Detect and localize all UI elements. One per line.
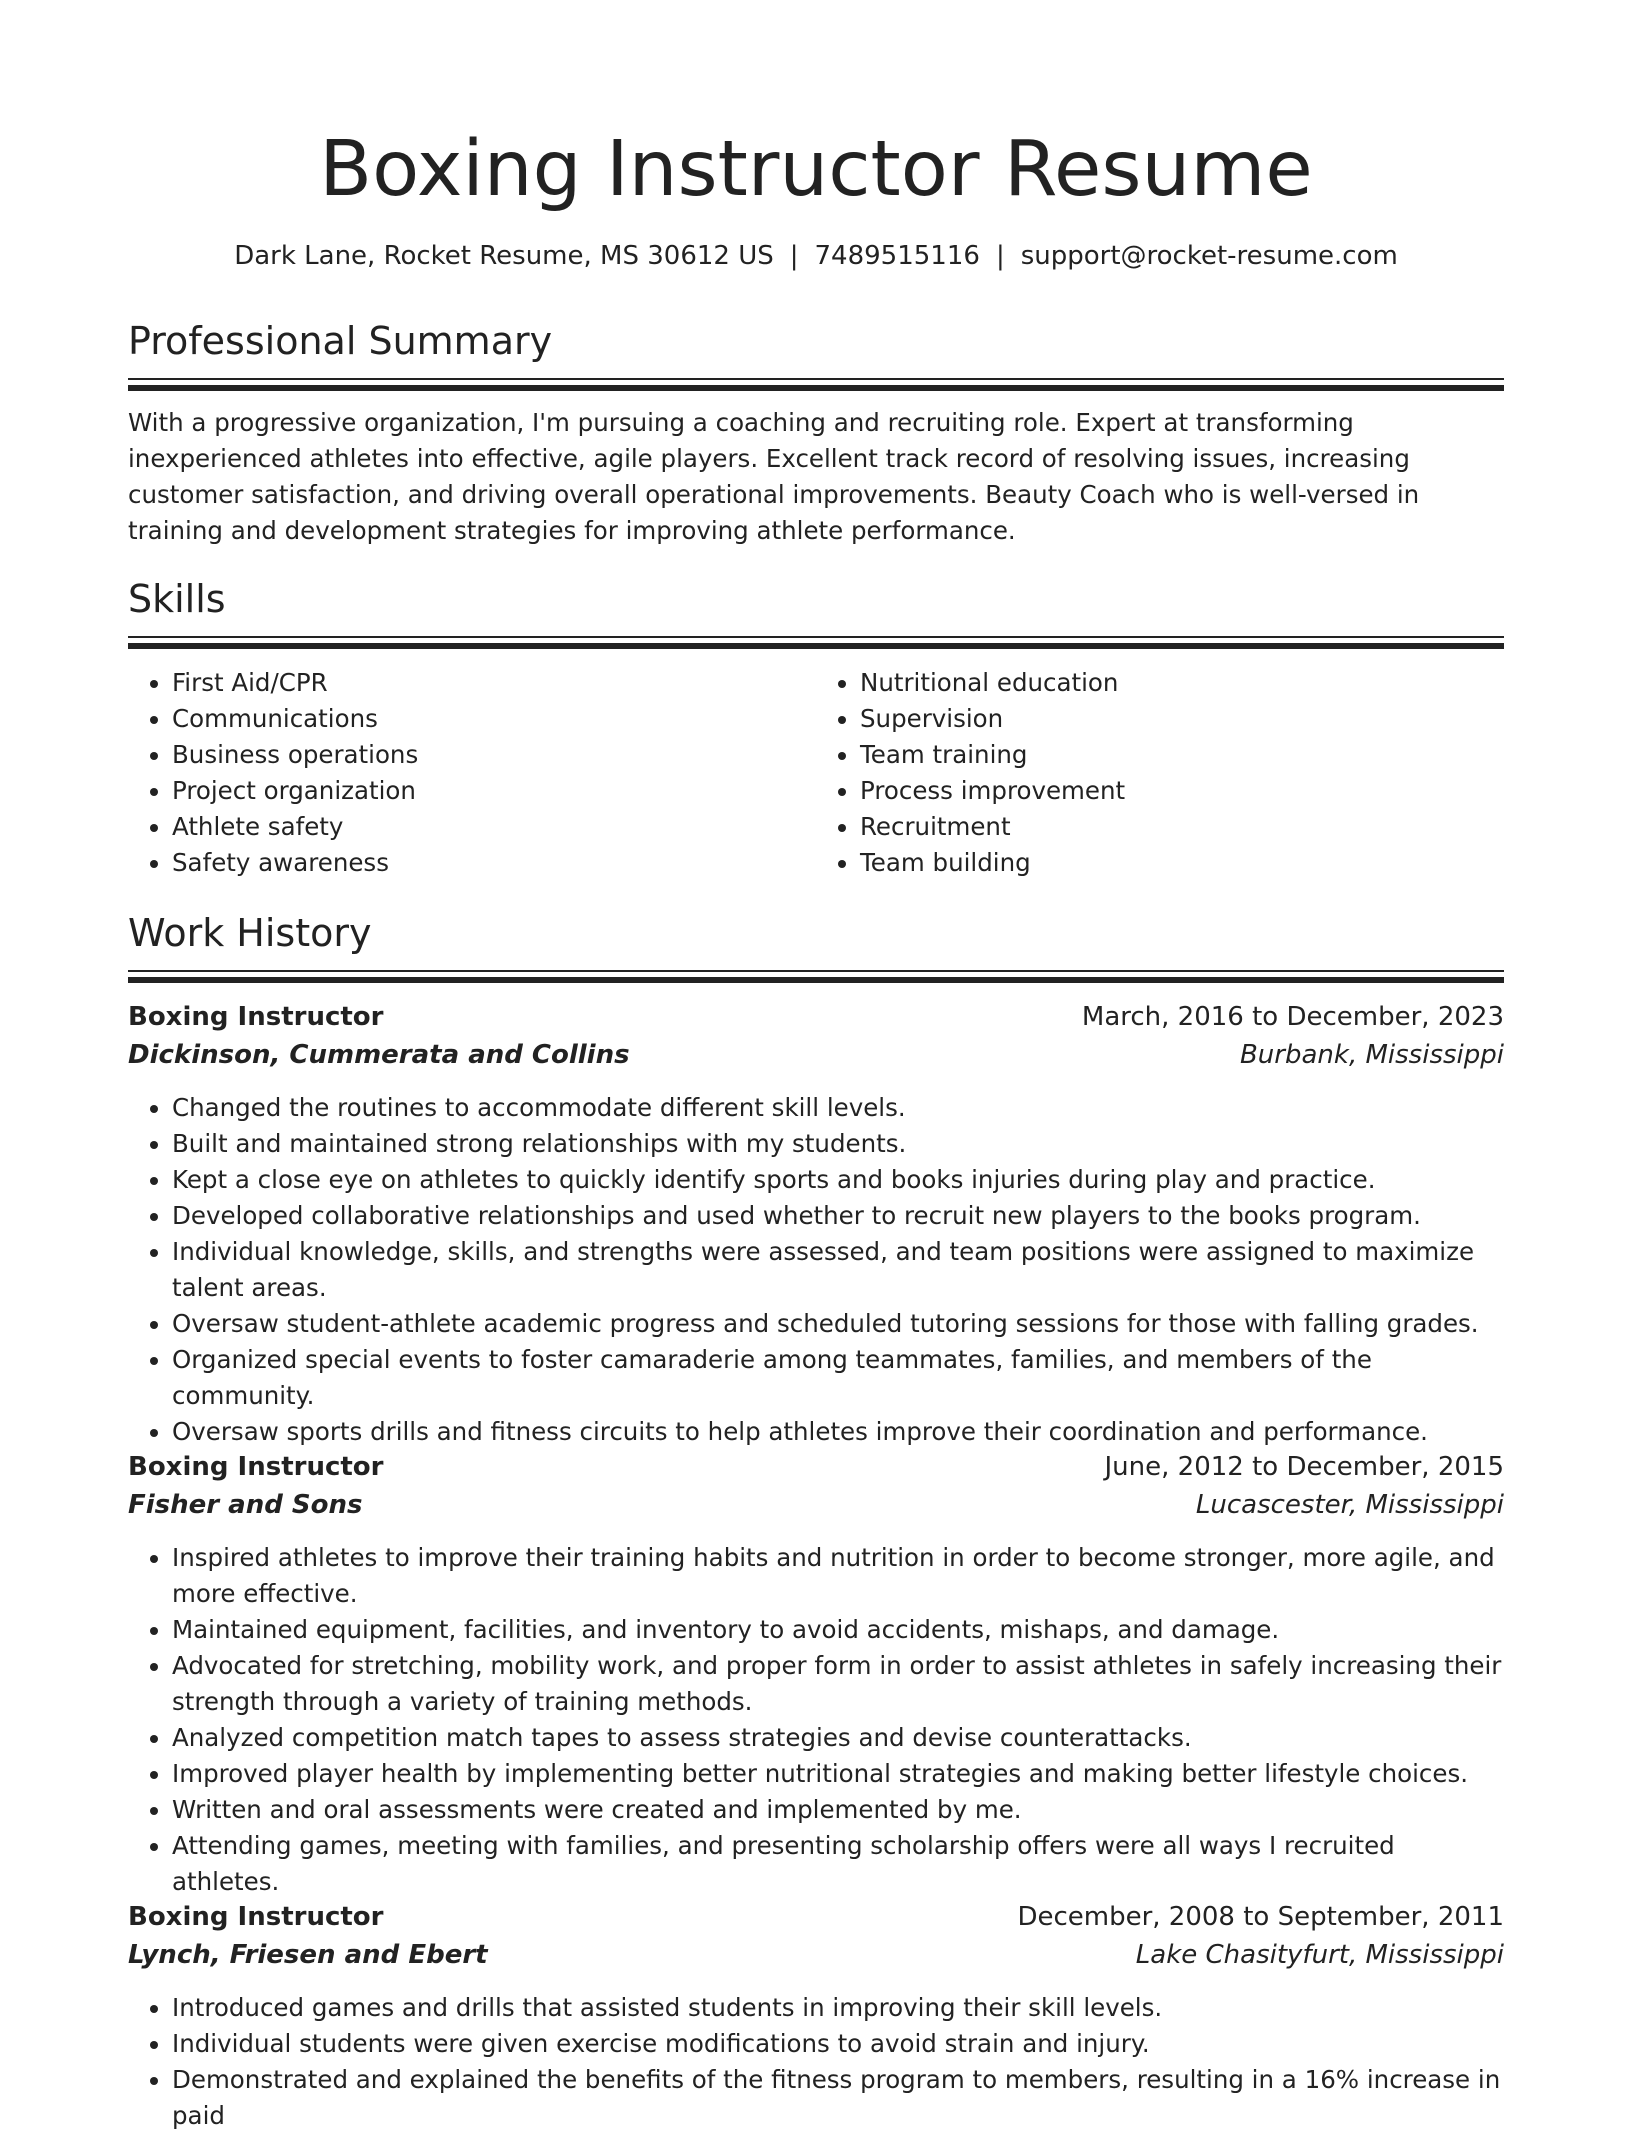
job-dates: March, 2016 to December, 2023 (1081, 1002, 1504, 1032)
resume-title: Boxing Instructor Resume (319, 125, 1313, 214)
job-header-row (128, 1448, 1504, 1486)
job-bullet: • Individual students were given exercise modifications to avoid strain and injury. (172, 2026, 1504, 2062)
work-heading: Work History (128, 911, 372, 955)
job-bullet: • Organized special events to foster camaraderie among teammates, families, and members of the community. (172, 1342, 1504, 1414)
contact-separator: | (995, 241, 1005, 271)
skill-item: • Recruitment (860, 809, 1504, 845)
contact-email: support@rocket-resume.com (1020, 241, 1398, 271)
section-divider (128, 643, 1504, 649)
job-bullet: • Oversaw sports drills and fitness circuits to help athletes improve their coordination and performance. (172, 1414, 1504, 1450)
job-bullets (128, 1990, 1504, 2134)
job-location: Lucascester, Mississippi (1195, 1490, 1504, 1520)
job-header-row (128, 1898, 1504, 1936)
job-bullet: • Introduced games and drills that assisted students in improving their skill levels. (172, 1990, 1504, 2026)
skills-column-right (816, 665, 1504, 881)
job-bullet: • Advocated for stretching, mobility work, and proper form in order to assist athletes in safely increasing their strength through a variety of training methods. (172, 1648, 1504, 1720)
job-entry (128, 1448, 1504, 1900)
job-bullet: • Demonstrated and explained the benefits of the fitness program to members, resulting in a 16% increase in paid (172, 2062, 1504, 2134)
contact-line (128, 238, 1504, 274)
contact-phone: 7489515116 (814, 241, 980, 271)
skill-item: • Communications (172, 701, 816, 737)
contact-address: Dark Lane, Rocket Resume, MS 30612 US (234, 241, 774, 271)
skill-item: • Team building (860, 845, 1504, 881)
skill-item: • Project organization (172, 773, 816, 809)
section-divider (128, 636, 1504, 638)
section-divider (128, 378, 1504, 380)
job-title: Boxing Instructor (128, 1452, 384, 1482)
job-bullet: • Inspired athletes to improve their training habits and nutrition in order to become stronger, more agile, and more effective. (172, 1540, 1504, 1612)
skills-section (128, 574, 1504, 881)
skill-item: • Athlete safety (172, 809, 816, 845)
job-company-row (128, 1486, 1504, 1524)
summary-text: With a progressive organization, I'm pursuing a coaching and recruiting role. Expert at transforming inexperienced athletes into effective, agile players. Excellent track record of resolving issues, increasing customer satisfaction, and driving overall operational improvements. Beauty Coach who is well-versed in training and development strategies for improving athlete performance. (128, 408, 1420, 545)
job-company-row (128, 1936, 1504, 1974)
job-bullet: • Written and oral assessments were created and implemented by me. (172, 1792, 1504, 1828)
job-company: Fisher and Sons (128, 1490, 363, 1520)
job-bullet: • Oversaw student-athlete academic progress and scheduled tutoring sessions for those with falling grades. (172, 1306, 1504, 1342)
job-bullets (128, 1090, 1504, 1450)
job-company: Dickinson, Cummerata and Collins (128, 1040, 630, 1070)
job-company: Lynch, Friesen and Ebert (128, 1940, 488, 1970)
skill-item: • Team training (860, 737, 1504, 773)
skills-grid (128, 665, 1504, 881)
section-divider (128, 385, 1504, 391)
skill-item: • Safety awareness (172, 845, 816, 881)
summary-section (128, 316, 1504, 549)
skill-item: • Process improvement (860, 773, 1504, 809)
job-dates: December, 2008 to September, 2011 (1017, 1902, 1504, 1932)
job-location: Lake Chasityfurt, Mississippi (1135, 1940, 1504, 1970)
job-entry (128, 1898, 1504, 2134)
skill-item: • Nutritional education (860, 665, 1504, 701)
job-header-row (128, 998, 1504, 1036)
job-bullet: • Developed collaborative relationships and used whether to recruit new players to the books program. (172, 1198, 1504, 1234)
contact-separator: | (789, 241, 799, 271)
section-divider (128, 970, 1504, 972)
job-bullet: • Attending games, meeting with families, and presenting scholarship offers were all ways I recruited athletes. (172, 1828, 1504, 1900)
section-divider (128, 977, 1504, 983)
skill-item: • Supervision (860, 701, 1504, 737)
job-title: Boxing Instructor (128, 1902, 384, 1932)
job-bullet: • Built and maintained strong relationships with my students. (172, 1126, 1504, 1162)
job-location: Burbank, Mississippi (1239, 1040, 1504, 1070)
summary-heading: Professional Summary (128, 319, 553, 363)
skill-item: • First Aid/CPR (172, 665, 816, 701)
skills-heading: Skills (128, 577, 226, 621)
job-bullet: • Individual knowledge, skills, and strengths were assessed, and team positions were assigned to maximize talent areas. (172, 1234, 1504, 1306)
job-bullet: • Maintained equipment, facilities, and inventory to avoid accidents, mishaps, and damage. (172, 1612, 1504, 1648)
job-bullet: • Kept a close eye on athletes to quickly identify sports and books injuries during play and practice. (172, 1162, 1504, 1198)
job-bullets (128, 1540, 1504, 1900)
job-bullet: • Changed the routines to accommodate different skill levels. (172, 1090, 1504, 1126)
job-bullet: • Analyzed competition match tapes to assess strategies and devise counterattacks. (172, 1720, 1504, 1756)
work-section (128, 908, 1504, 983)
job-entry (128, 998, 1504, 1450)
job-title: Boxing Instructor (128, 1002, 384, 1032)
skills-column-left (128, 665, 816, 881)
job-company-row (128, 1036, 1504, 1074)
skill-item: • Business operations (172, 737, 816, 773)
job-bullet: • Improved player health by implementing better nutritional strategies and making better lifestyle choices. (172, 1756, 1504, 1792)
job-dates: June, 2012 to December, 2015 (1104, 1452, 1504, 1482)
